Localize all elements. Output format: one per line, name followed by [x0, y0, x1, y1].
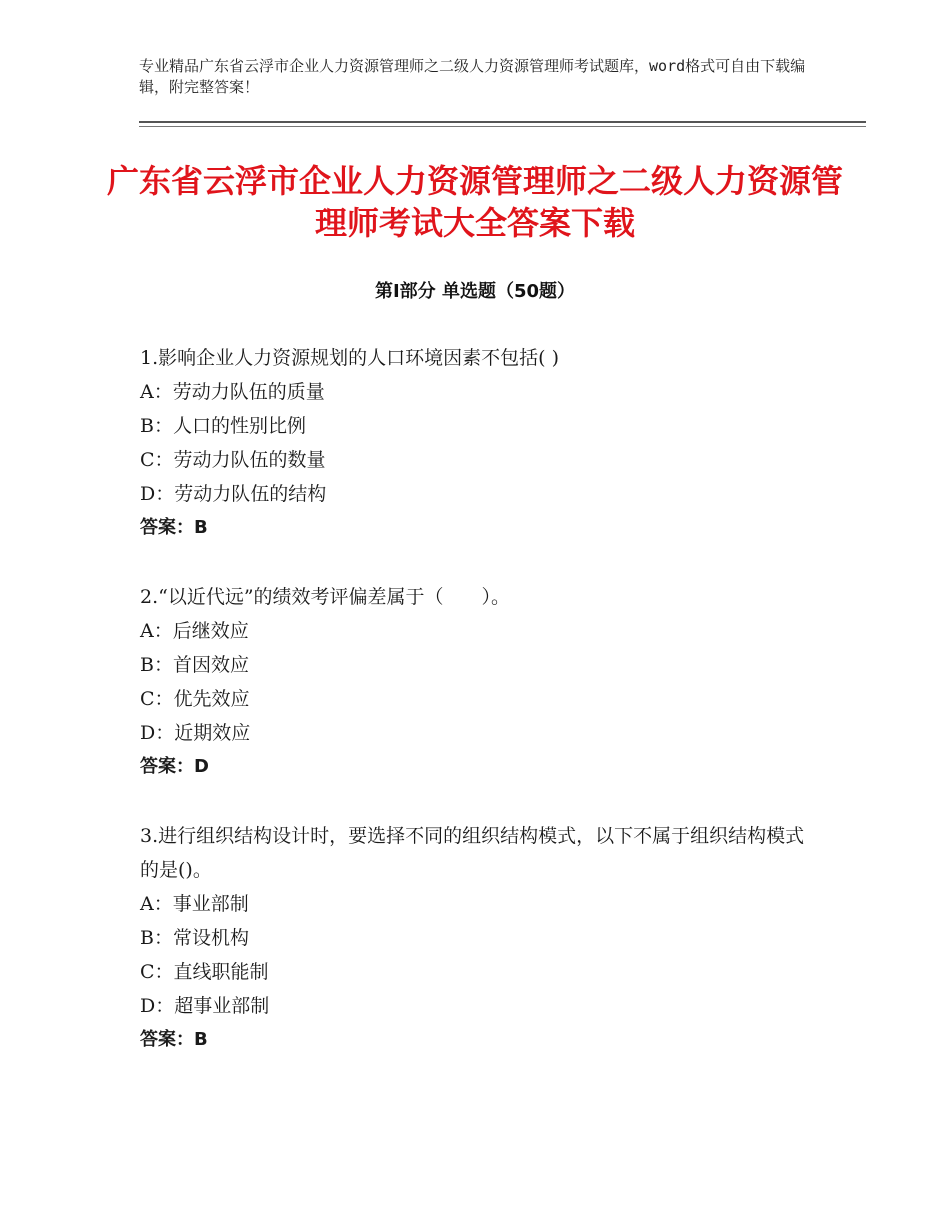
header-divider-thick [139, 121, 866, 123]
header-note: 专业精品广东省云浮市企业人力资源管理师之二级人力资源管理师考试题库，word格式可自由下载编辑，附完整答案！ [139, 57, 806, 96]
question-stem: 1.影响企业人力资源规划的人口环境因素不包括( ) [140, 347, 559, 369]
header-divider-thin [139, 126, 866, 127]
option-b: B：人口的性别比例 [140, 415, 306, 437]
option-c: C：优先效应 [140, 688, 250, 710]
document-title: 广东省云浮市企业人力资源管理师之二级人力资源管理师考试大全答案下载 [106, 162, 843, 242]
question-3 [140, 819, 820, 1057]
option-a: A：劳动力队伍的质量 [140, 381, 325, 403]
option-b: B：常设机构 [140, 927, 249, 949]
option-d: D：劳动力队伍的结构 [140, 483, 327, 505]
section-heading: 第Ⅰ部分 单选题（50题） [374, 281, 575, 302]
question-stem: 2.“以近代远”的绩效考评偏差属于（ ）。 [140, 586, 511, 608]
answer: 答案：B [140, 517, 208, 538]
answer: 答案：D [140, 756, 209, 777]
answer: 答案：B [140, 1029, 208, 1050]
option-a: A：事业部制 [140, 893, 249, 915]
option-d: D：近期效应 [140, 722, 251, 744]
option-b: B：首因效应 [140, 654, 249, 676]
option-a: A：后继效应 [140, 620, 249, 642]
option-d: D：超事业部制 [140, 995, 270, 1017]
question-1 [140, 341, 820, 545]
question-2 [140, 580, 820, 784]
option-c: C：直线职能制 [140, 961, 269, 983]
option-c: C：劳动力队伍的数量 [140, 449, 326, 471]
question-stem: 3.进行组织结构设计时，要选择不同的组织结构模式，以下不属于组织结构模式的是()。 [140, 825, 805, 881]
